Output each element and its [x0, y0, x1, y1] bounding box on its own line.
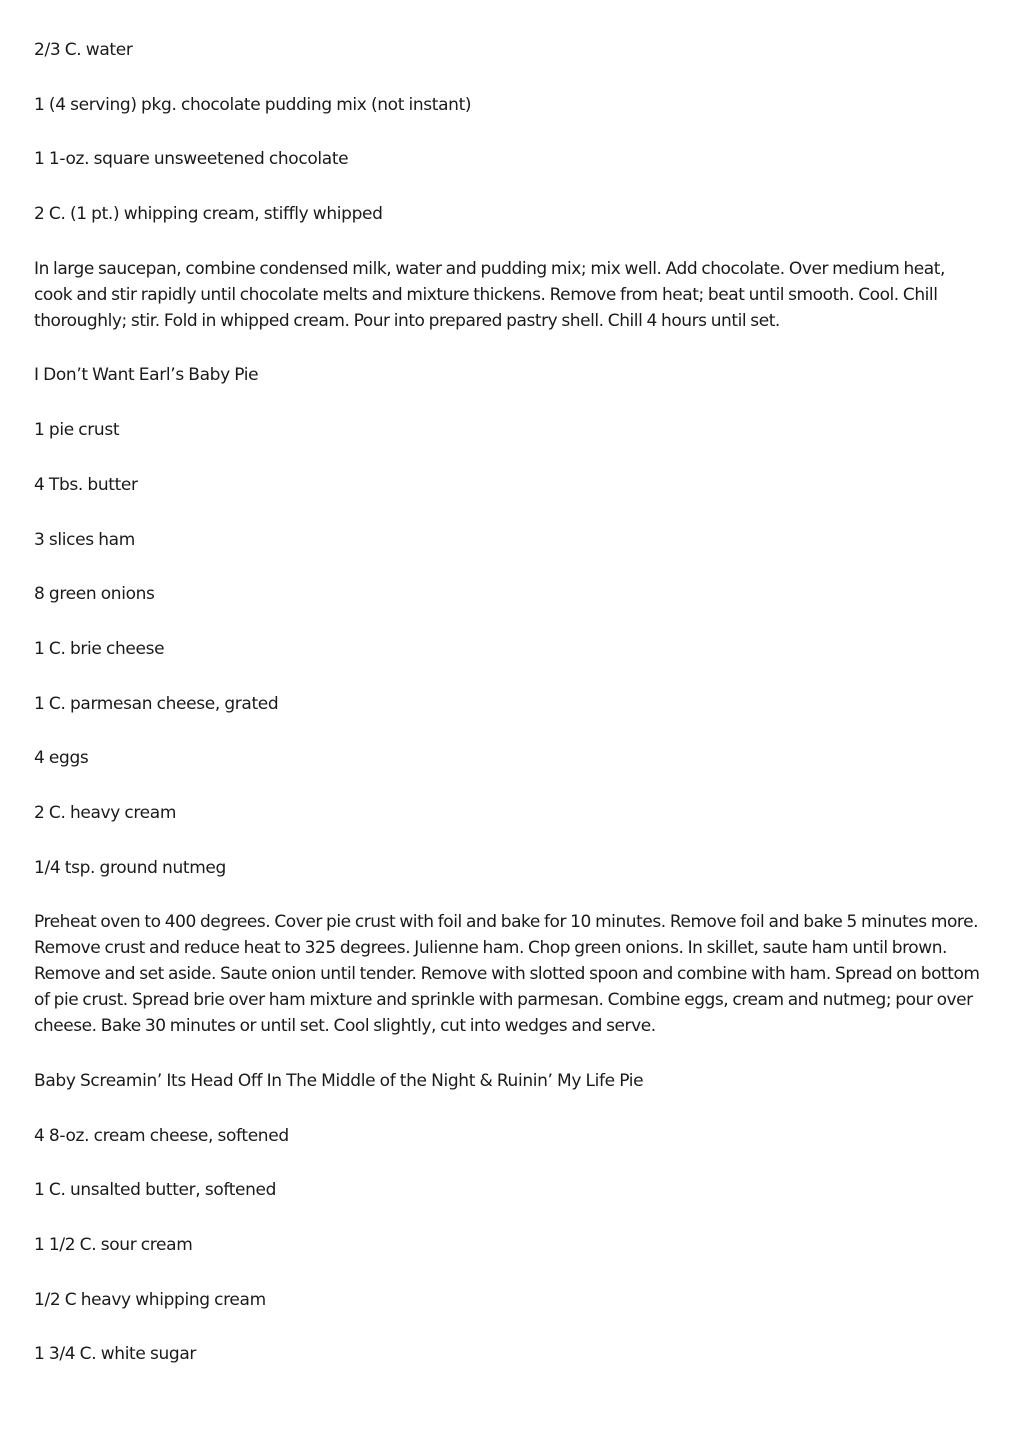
instructions-paragraph: Preheat oven to 400 degrees. Cover pie crust with foil and bake for 10 minutes. Remove foil and bake 5 minutes more. Remove crust and reduce heat to 325 degrees. Julienne ham. Chop green onions. In skillet, saute ham until brown. Remove and set aside. Saute onion until tender. Remove with slotted spoon and combine with ham. Spread on bottom of pie crust. Spread brie over ham mixture and sprinkle with parmesan. Combine eggs, cream and nutmeg; pour over cheese. Bake 30 minutes or until set. Cool slightly, cut into wedges and serve.: [34, 912, 980, 1037]
ingredient-line: 1 3/4 C. white sugar: [34, 1344, 197, 1365]
ingredient-line: 1 1-oz. square unsweetened chocolate: [34, 149, 349, 170]
recipe-title: I Don’t Want Earl’s Baby Pie: [34, 365, 259, 386]
ingredient-line: 1/4 tsp. ground nutmeg: [34, 857, 226, 878]
ingredient-line: 4 Tbs. butter: [34, 474, 138, 495]
recipe-document: [34, 37, 984, 1396]
ingredient-line: 8 green onions: [34, 584, 155, 605]
ingredient-line: 1 C. brie cheese: [34, 638, 165, 659]
ingredient-line: 1 C. unsalted butter, softened: [34, 1180, 277, 1201]
ingredient-line: 1/2 C heavy whipping cream: [34, 1289, 266, 1310]
ingredient-line: 2 C. (1 pt.) whipping cream, stiffly whipped: [34, 204, 383, 225]
ingredient-line: 4 8-oz. cream cheese, softened: [34, 1125, 289, 1146]
ingredient-line: 2 C. heavy cream: [34, 802, 177, 823]
ingredient-line: 1 (4 serving) pkg. chocolate pudding mix (not instant): [34, 94, 472, 115]
recipe-title: Baby Screamin’ Its Head Off In The Middle of the Night & Ruinin’ My Life Pie: [34, 1071, 644, 1091]
ingredient-line: 1 1/2 C. sour cream: [34, 1235, 193, 1256]
ingredient-line: 3 slices ham: [34, 529, 135, 550]
ingredient-line: 1 pie crust: [34, 420, 120, 441]
instructions-paragraph: In large saucepan, combine condensed milk, water and pudding mix; mix well. Add chocolate. Over medium heat, cook and stir rapidly until chocolate melts and mixture thickens. Remove from heat; beat until smooth. Cool. Chill thoroughly; stir. Fold in whipped cream. Pour into prepared pastry shell. Chill 4 hours until set.: [34, 258, 945, 331]
ingredient-line: 2/3 C. water: [34, 40, 133, 60]
ingredient-line: 1 C. parmesan cheese, grated: [34, 693, 279, 714]
ingredient-line: 4 eggs: [34, 748, 89, 769]
